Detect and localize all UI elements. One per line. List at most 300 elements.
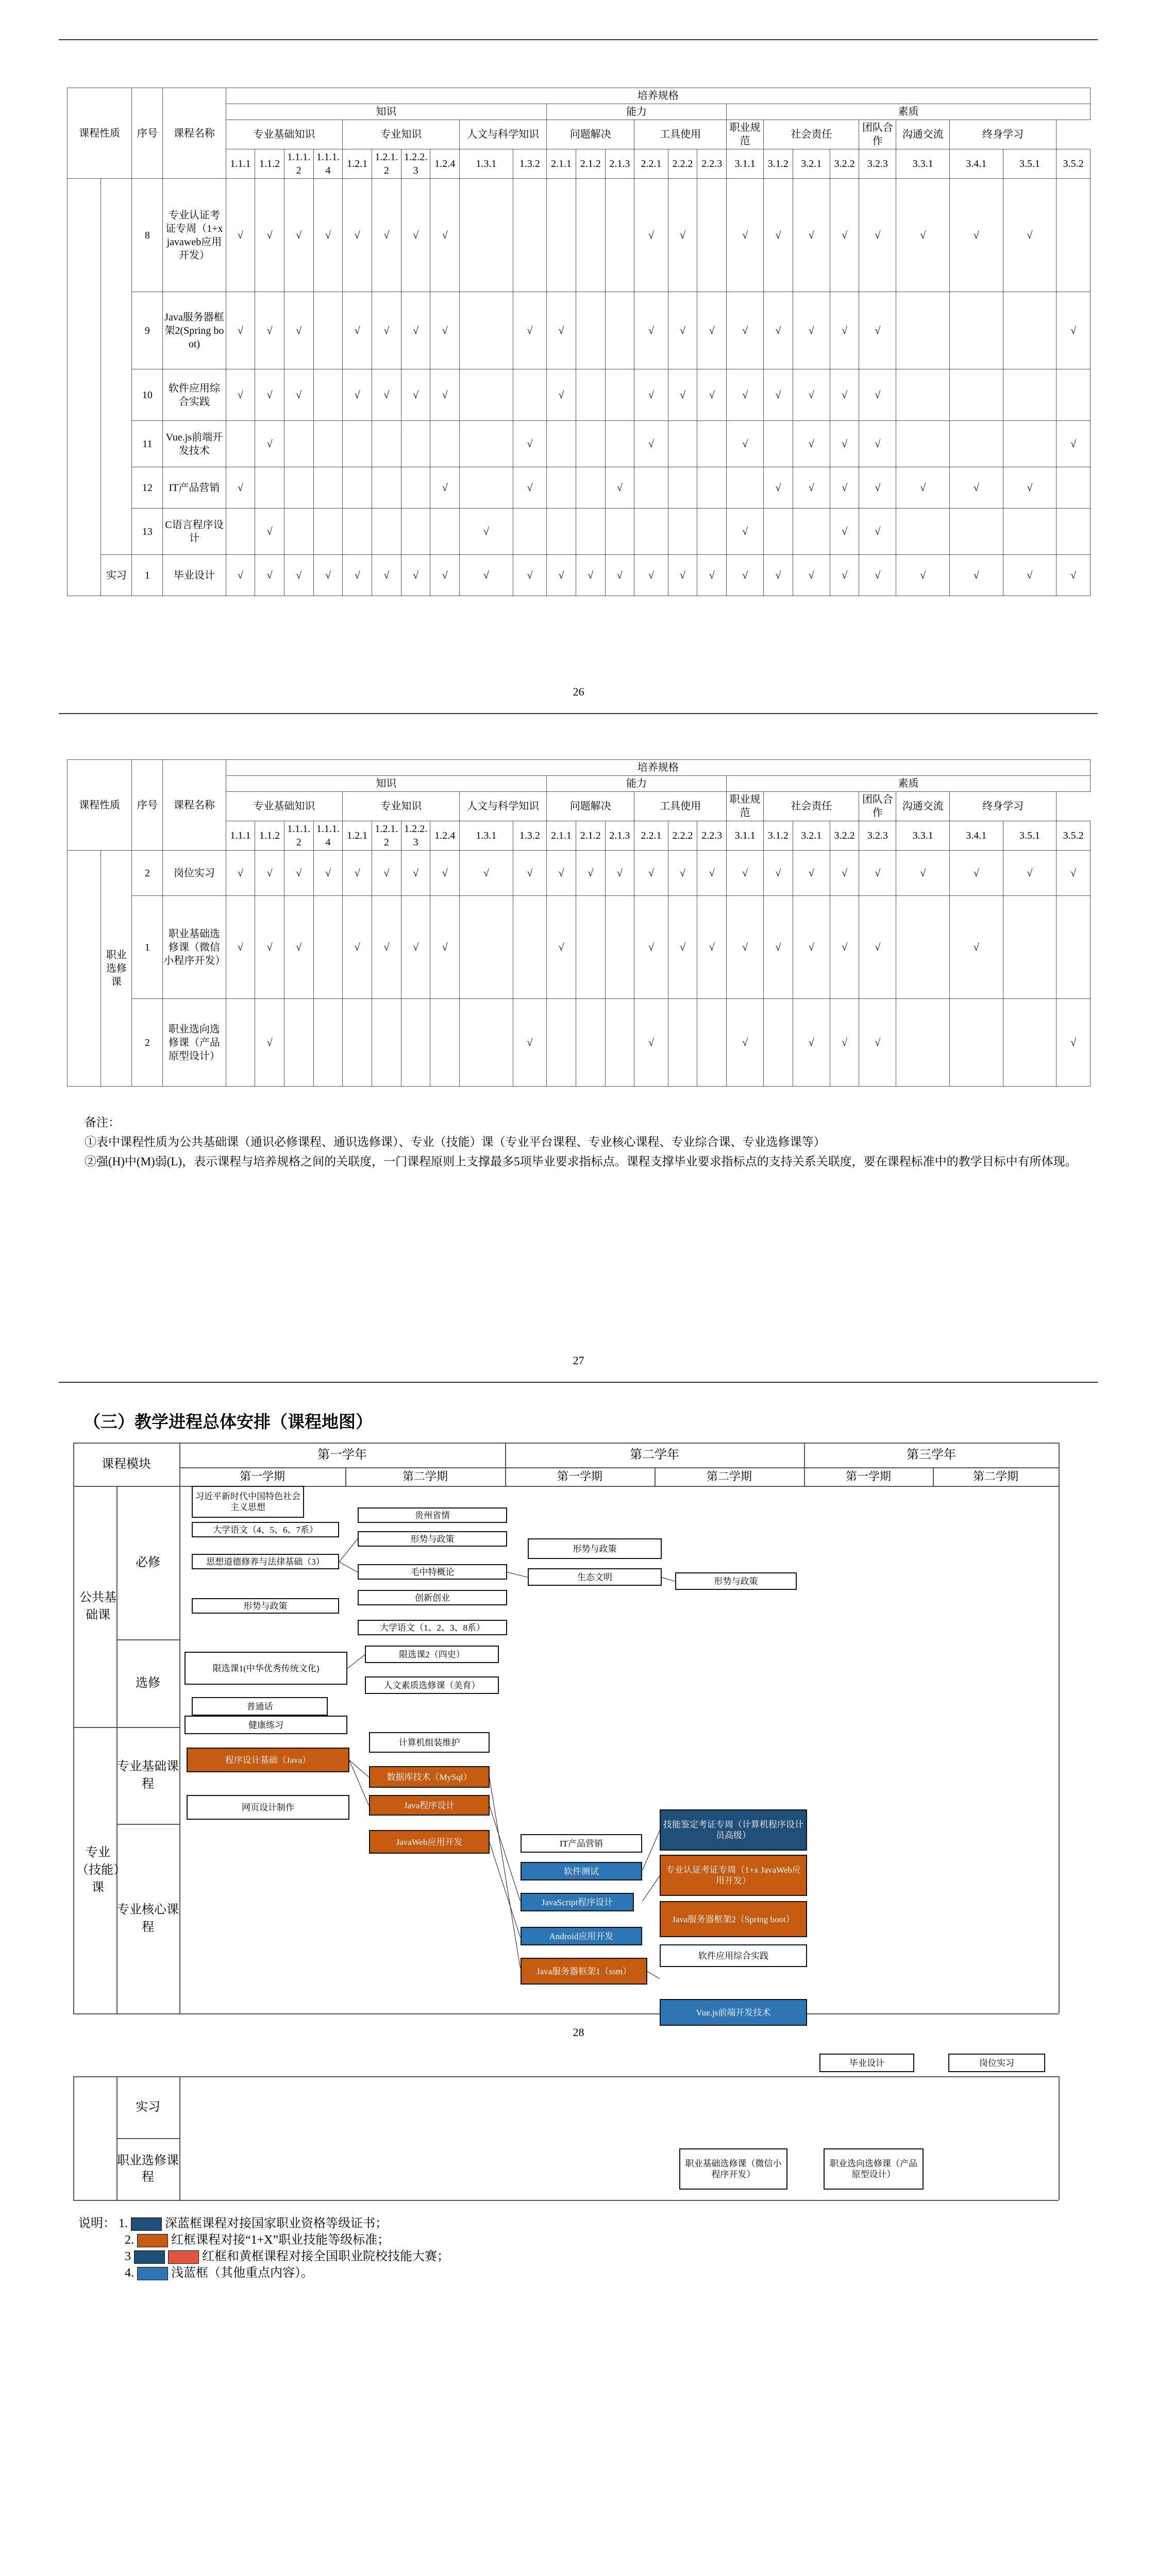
module-career-elective: 职业选修课程 (117, 2154, 179, 2184)
notes-line-1: ①表中课程性质为公共基础课（通识必修课程、通识选修课）、专业（技能）课（专业平台课程、专业核心课程、专业综合课、专业选修课等） (85, 1136, 826, 1148)
course-box: 职业基础选修课（微信小程序开发） (679, 2148, 787, 2190)
course-box: IT产品营销 (521, 1834, 642, 1853)
mark-cell (401, 421, 430, 467)
col-group: 团队合作 (859, 120, 896, 149)
mark-cell (576, 421, 605, 467)
mark-cell: √ (401, 555, 430, 596)
mark-cell (1057, 467, 1091, 509)
connector-arrow-icon (507, 1572, 528, 1578)
mark-cell: √ (226, 467, 255, 509)
training-spec-matrix-1 (67, 88, 1091, 596)
mark-cell: √ (697, 292, 727, 369)
mark-cell: √ (255, 369, 284, 421)
legend-text-3: 红框和黄框课程对接全国职业院校技能大赛； (202, 2250, 449, 2263)
course-box: 形势与政策 (192, 1598, 339, 1614)
mark-cell (401, 467, 430, 509)
col-code: 1.1.1.4 (313, 149, 343, 179)
col-group: 团队合作 (859, 792, 896, 821)
course-box: Android应用开发 (521, 1927, 642, 1945)
mark-cell: √ (764, 179, 793, 292)
col-ability: 能力 (547, 104, 727, 120)
mark-cell: √ (226, 369, 255, 421)
mark-cell: √ (830, 179, 859, 292)
mark-cell (1057, 896, 1091, 999)
mark-cell: √ (830, 896, 859, 999)
mark-cell: √ (226, 851, 255, 896)
col-code: 2.1.3 (605, 821, 634, 851)
mark-cell: √ (830, 509, 859, 555)
mark-cell (547, 467, 576, 509)
mark-cell (1003, 421, 1057, 467)
mark-cell: √ (513, 467, 546, 509)
mark-cell: √ (697, 555, 727, 596)
mark-cell: √ (668, 896, 697, 999)
course-box: 形势与政策 (675, 1572, 797, 1590)
course-box: Java服务器框架1（ssm） (521, 1958, 647, 1985)
col-code: 3.1.2 (764, 821, 793, 851)
mark-cell: √ (401, 369, 430, 421)
col-group: 终身学习 (949, 120, 1056, 149)
col-code: 3.5.1 (1003, 821, 1057, 851)
mark-cell: √ (284, 896, 313, 999)
mark-cell (226, 999, 255, 1087)
col-code: 3.1.2 (764, 149, 793, 179)
col-code: 3.5.1 (1003, 149, 1057, 179)
mark-cell (547, 509, 576, 555)
mark-cell: √ (727, 292, 764, 369)
col-code: 3.4.1 (949, 149, 1003, 179)
mark-cell (226, 509, 255, 555)
mark-cell: √ (859, 421, 896, 467)
semester-4: 第二学期 (706, 1470, 752, 1483)
grid-line (179, 1443, 180, 2013)
notes-line-2: ②强(H)中(M)弱(L)，表示课程与培养规格之间的关联度，一门课程原则上支撑最多5项毕业要求指标点。课程支撑毕业要求指标点的支持关系关联度，要在课程标准中的教学目标中有所体现。 (85, 1155, 1077, 1168)
mark-cell: √ (401, 292, 430, 369)
legend (78, 2215, 449, 2281)
mark-cell: √ (255, 292, 284, 369)
mark-cell (896, 421, 950, 467)
mark-cell: √ (793, 292, 830, 369)
mark-cell (949, 369, 1003, 421)
mark-cell (284, 421, 313, 467)
mark-cell: √ (255, 999, 284, 1087)
mark-cell (547, 999, 576, 1087)
col-code: 3.2.1 (793, 821, 830, 851)
connector-arrow-icon (349, 1760, 369, 1805)
mark-cell: √ (226, 179, 255, 292)
module-prof-core: 专业核心课程 (117, 1903, 179, 1934)
grid-line (73, 2200, 1059, 2201)
mark-cell: √ (284, 369, 313, 421)
mark-cell: √ (727, 369, 764, 421)
mark-cell: √ (793, 555, 830, 596)
mark-cell (605, 896, 634, 999)
mark-cell (513, 369, 546, 421)
mark-cell (1003, 896, 1057, 999)
col-code: 3.4.1 (949, 821, 1003, 851)
seq-cell: 2 (132, 999, 163, 1087)
mark-cell: √ (372, 896, 401, 999)
mark-cell: √ (343, 179, 372, 292)
semester-5: 第一学期 (845, 1470, 891, 1483)
mark-cell: √ (605, 851, 634, 896)
mark-cell (313, 292, 343, 369)
module-required: 必修 (136, 1556, 160, 1569)
orange-swatch-icon (137, 2234, 168, 2247)
seq-cell: 1 (132, 896, 163, 999)
col-group: 问题解决 (547, 792, 634, 821)
seq-cell: 9 (132, 292, 163, 369)
col-seq: 序号 (132, 760, 163, 851)
mark-cell: √ (547, 292, 576, 369)
mark-cell (576, 509, 605, 555)
col-code: 1.3.2 (513, 821, 546, 851)
semester-6: 第二学期 (972, 1470, 1018, 1483)
course-box: 软件测试 (521, 1862, 642, 1880)
col-code: 2.2.2 (668, 821, 697, 851)
course-box: 限选课2（四史） (365, 1646, 499, 1663)
mark-cell: √ (576, 851, 605, 896)
dark-blue-swatch-icon (131, 2217, 162, 2231)
course-name-cell: 软件应用综合实践 (163, 369, 226, 421)
mark-cell: √ (949, 467, 1003, 509)
mark-cell (896, 509, 950, 555)
connector-arrow-icon (339, 1538, 358, 1562)
mark-cell: √ (697, 896, 727, 999)
legend-num: 2. (125, 2233, 134, 2247)
table-row (68, 896, 1091, 999)
col-code: 3.2.3 (859, 821, 896, 851)
col-group: 沟通交流 (896, 792, 950, 821)
seq-cell: 13 (132, 509, 163, 555)
connector-arrow-icon (347, 1654, 365, 1669)
table-row (68, 555, 1091, 596)
mark-cell: √ (896, 467, 950, 509)
col-code: 3.5.2 (1057, 821, 1091, 851)
mark-cell: √ (343, 851, 372, 896)
year-2: 第二学年 (630, 1448, 679, 1462)
mark-cell (460, 421, 513, 467)
legend-label: 说明： (78, 2217, 115, 2230)
mark-cell: √ (727, 999, 764, 1087)
mark-cell: √ (668, 292, 697, 369)
grid-line (1059, 2076, 1060, 2200)
mark-cell (313, 369, 343, 421)
course-box: Java服务器框架2（Spring boot） (660, 1901, 807, 1937)
course-name-cell: Java服务器框架2(Spring boot) (163, 292, 226, 369)
semester-1: 第一学期 (239, 1470, 285, 1483)
mark-cell (1057, 179, 1091, 292)
course-box: 创新创业 (358, 1590, 507, 1605)
col-group: 问题解决 (547, 120, 634, 149)
col-code: 3.3.1 (896, 821, 950, 851)
mark-cell: √ (513, 999, 546, 1087)
table-row (68, 509, 1091, 555)
course-box: 职业选向选修课（产品原型设计） (824, 2148, 924, 2190)
mark-cell (460, 292, 513, 369)
seq-cell: 10 (132, 369, 163, 421)
legend-text-4: 浅蓝框（其他重点内容）。 (171, 2266, 313, 2280)
mark-cell: √ (668, 851, 697, 896)
page-number: 26 (573, 685, 584, 698)
table-row (68, 851, 1091, 896)
col-code: 2.1.3 (605, 149, 634, 179)
mark-cell (430, 999, 460, 1087)
table-row (68, 179, 1091, 292)
mark-cell: √ (764, 292, 793, 369)
col-code: 1.1.2 (255, 821, 284, 851)
col-group: 人文与科学知识 (460, 792, 547, 821)
col-knowledge: 知识 (226, 776, 547, 792)
mark-cell: √ (576, 555, 605, 596)
course-box: 限选课1(中华优秀传统文化) (185, 1652, 347, 1685)
mark-cell: √ (547, 896, 576, 999)
mark-cell: √ (764, 851, 793, 896)
mark-cell (605, 999, 634, 1087)
mark-cell: √ (226, 292, 255, 369)
col-code: 3.1.1 (727, 821, 764, 851)
course-box: JavaWeb应用开发 (369, 1830, 490, 1854)
mark-cell (313, 509, 343, 555)
col-code: 3.3.1 (896, 149, 950, 179)
mark-cell: √ (401, 179, 430, 292)
mark-cell (401, 509, 430, 555)
module-label: 课程模块 (102, 1458, 151, 1471)
mark-cell (949, 999, 1003, 1087)
blank-cell (101, 179, 132, 555)
col-group: 专业知识 (343, 120, 460, 149)
mark-cell (764, 999, 793, 1087)
mark-cell: √ (697, 369, 727, 421)
course-box: 生态文明 (528, 1568, 662, 1586)
mark-cell: √ (430, 369, 460, 421)
mark-cell: √ (513, 421, 546, 467)
connector-arrow-icon (489, 1805, 521, 1901)
course-name-cell: Vue.js前端开发技术 (163, 421, 226, 467)
col-code: 1.2.1 (343, 149, 372, 179)
module-practice: 实习 (136, 2100, 160, 2114)
col-code: 1.1.1 (226, 821, 255, 851)
mark-cell: √ (793, 999, 830, 1087)
course-name-cell: 职业基础选修课（微信小程序开发） (163, 896, 226, 999)
mark-cell (949, 509, 1003, 555)
notes-label: 备注： (85, 1116, 120, 1129)
course-box: 数据库技术（MySql） (369, 1766, 490, 1788)
course-box: 普通话 (192, 1697, 328, 1716)
mark-cell (764, 421, 793, 467)
mark-cell (949, 421, 1003, 467)
mark-cell: √ (513, 555, 546, 596)
mark-cell (513, 179, 546, 292)
mark-cell: √ (343, 292, 372, 369)
col-knowledge: 知识 (226, 104, 547, 120)
mark-cell (576, 292, 605, 369)
mark-cell: √ (949, 555, 1003, 596)
mark-cell: √ (1003, 851, 1057, 896)
mark-cell: √ (313, 179, 343, 292)
mark-cell (430, 509, 460, 555)
semester-3: 第一学期 (557, 1470, 602, 1483)
mark-cell: √ (430, 851, 460, 896)
mark-cell (576, 179, 605, 292)
seq-cell: 11 (132, 421, 163, 467)
mark-cell (697, 467, 727, 509)
mark-cell: √ (949, 179, 1003, 292)
col-spec: 培养规格 (226, 760, 1091, 776)
table-row (68, 999, 1091, 1087)
mark-cell: √ (460, 509, 513, 555)
mark-cell: √ (634, 292, 668, 369)
mark-cell: √ (859, 555, 896, 596)
mark-cell (460, 467, 513, 509)
mark-cell: √ (226, 555, 255, 596)
col-code: 1.2.1.2 (372, 149, 401, 179)
grid-line (73, 2076, 74, 2200)
mark-cell (605, 509, 634, 555)
mark-cell: √ (372, 555, 401, 596)
mark-cell (896, 292, 950, 369)
semester-2: 第二学期 (402, 1470, 448, 1483)
table-row (68, 421, 1091, 467)
section-title: （三）教学进程总体安排（课程地图） (83, 1413, 373, 1432)
mark-cell (576, 467, 605, 509)
grid-line (814, 2076, 1059, 2077)
connector-arrow-icon (339, 1562, 358, 1572)
course-box: 形势与政策 (528, 1538, 662, 1559)
connector-arrow-icon (349, 1760, 369, 1777)
mark-cell: √ (830, 292, 859, 369)
col-code: 1.3.1 (460, 149, 513, 179)
module-elective: 选修 (136, 1676, 160, 1690)
col-code: 1.3.1 (460, 821, 513, 851)
col-code: 2.2.1 (634, 149, 668, 179)
mark-cell (372, 421, 401, 467)
col-course-name: 课程名称 (163, 88, 226, 179)
mark-cell (372, 467, 401, 509)
col-code: 1.2.4 (430, 149, 460, 179)
col-code: 1.1.1.4 (313, 821, 343, 851)
col-code: 1.1.2 (255, 149, 284, 179)
course-box: 大学语文（1、2、3、8系） (358, 1620, 507, 1635)
mark-cell: √ (226, 896, 255, 999)
mark-cell: √ (764, 369, 793, 421)
mark-cell: √ (727, 555, 764, 596)
red-swatch-icon (168, 2250, 199, 2264)
connector-arrow-icon (489, 1777, 521, 1968)
col-quality: 素质 (727, 104, 1091, 120)
mark-cell (372, 509, 401, 555)
module-public: 公共基础课 (79, 1591, 116, 1622)
mark-cell (513, 509, 546, 555)
mark-cell: √ (1057, 292, 1091, 369)
legend-num: 4. (125, 2266, 134, 2280)
mark-cell: √ (372, 851, 401, 896)
col-group: 专业基础知识 (226, 120, 343, 149)
mark-cell: √ (859, 896, 896, 999)
mark-cell: √ (830, 467, 859, 509)
col-code: 3.5.2 (1057, 149, 1091, 179)
col-quality: 素质 (727, 776, 1091, 792)
mark-cell: √ (830, 999, 859, 1087)
blank-cell (68, 851, 101, 1087)
col-code: 1.2.4 (430, 821, 460, 851)
col-code: 1.2.2.3 (401, 149, 430, 179)
legend-text-2: 红框课程对接“1+X”职业技能等级标准； (171, 2233, 390, 2247)
mark-cell: √ (1057, 999, 1091, 1087)
course-box: Vue.js前端开发技术 (660, 1999, 807, 2026)
col-group: 社会责任 (764, 792, 859, 821)
mark-cell (896, 369, 950, 421)
notes (85, 1113, 1089, 1172)
mark-cell (401, 999, 430, 1087)
course-box: 软件应用综合实践 (660, 1944, 807, 1967)
course-name-cell: IT产品营销 (163, 467, 226, 509)
mark-cell (547, 179, 576, 292)
mark-cell: √ (830, 851, 859, 896)
mark-cell: √ (634, 179, 668, 292)
mark-cell (343, 509, 372, 555)
col-group: 沟通交流 (896, 120, 950, 149)
col-group: 工具使用 (634, 792, 727, 821)
grid-line (179, 2076, 180, 2200)
mark-cell (513, 896, 546, 999)
mark-cell: √ (634, 999, 668, 1087)
mark-cell (460, 179, 513, 292)
mark-cell (460, 369, 513, 421)
mark-cell (605, 292, 634, 369)
page-number: 28 (573, 2026, 584, 2039)
course-name-cell: C语言程序设计 (163, 509, 226, 555)
mark-cell (284, 467, 313, 509)
mark-cell: √ (1057, 851, 1091, 896)
mark-cell (697, 509, 727, 555)
col-code: 1.1.1 (226, 149, 255, 179)
col-code: 2.1.1 (547, 149, 576, 179)
col-code: 1.1.1.2 (284, 821, 313, 851)
course-box: 毛中特概论 (358, 1564, 507, 1580)
mark-cell: √ (284, 179, 313, 292)
mark-cell: √ (859, 467, 896, 509)
col-seq: 序号 (132, 88, 163, 179)
mark-cell: √ (668, 369, 697, 421)
mark-cell (576, 369, 605, 421)
mark-cell (668, 421, 697, 467)
col-code: 2.2.2 (668, 149, 697, 179)
col-code: 2.1.2 (576, 149, 605, 179)
col-code: 3.2.2 (830, 821, 859, 851)
mark-cell: √ (949, 851, 1003, 896)
mark-cell: √ (793, 369, 830, 421)
mark-cell: √ (513, 292, 546, 369)
mark-cell: √ (313, 851, 343, 896)
legend-text-1: 深蓝框课程对接国家职业资格等级证书； (165, 2217, 388, 2230)
mark-cell: √ (727, 896, 764, 999)
mark-cell: √ (634, 555, 668, 596)
row-group-label: 职业选修课 (101, 851, 132, 1087)
course-box: Java程序设计 (369, 1795, 490, 1816)
table-row (68, 467, 1091, 509)
mark-cell: √ (764, 555, 793, 596)
mark-cell (1057, 509, 1091, 555)
mark-cell (668, 467, 697, 509)
mark-cell: √ (313, 555, 343, 596)
col-group: 人文与科学知识 (460, 120, 547, 149)
course-box: 大学语文（4、5、6、7系） (192, 1522, 339, 1537)
mark-cell (764, 509, 793, 555)
mark-cell: √ (668, 179, 697, 292)
mark-cell (313, 896, 343, 999)
mark-cell (605, 369, 634, 421)
